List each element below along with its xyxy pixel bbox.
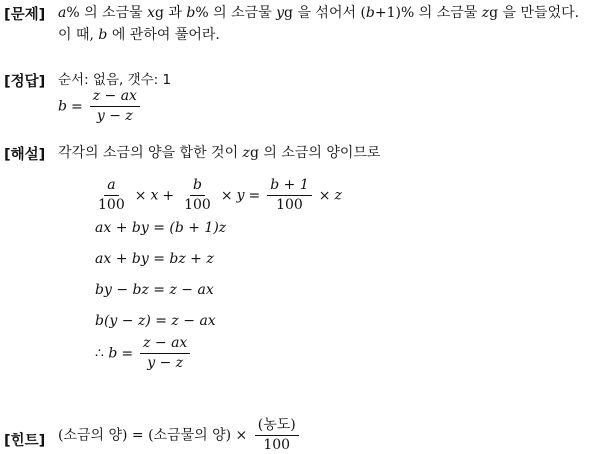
equation-4: by − bz = z − ax — [95, 282, 214, 298]
var-b: b — [58, 98, 67, 115]
var-b: b — [108, 345, 118, 362]
problem-text: g 을 섞어서 ( — [284, 5, 366, 21]
var-x: x — [147, 5, 156, 21]
equation-2: ax + by = (b + 1)z — [95, 220, 227, 236]
answer-order-count: 순서: 없음, 갯수: 1 — [58, 72, 172, 88]
var-a: a — [58, 5, 67, 21]
solution-text: 각각의 소금의 양을 합한 것이 — [58, 145, 243, 161]
equation-6 — [95, 335, 193, 372]
equals-sign: = — [248, 187, 261, 204]
problem-text: g 을 만들었다. — [489, 5, 580, 21]
problem-text: % 의 소금물 — [66, 5, 148, 21]
var-z: z — [481, 5, 490, 21]
problem-text: +1)% 의 소금물 — [374, 5, 482, 21]
equation-1 — [92, 177, 342, 214]
fraction-numerator: z − ax — [90, 88, 140, 107]
equation-5: b(y − z) = z − ax — [95, 313, 216, 329]
answer-fraction — [90, 88, 140, 125]
var-z: z — [334, 187, 342, 204]
var-z: z — [242, 145, 250, 161]
solution-intro — [58, 143, 380, 163]
var-b: b — [186, 5, 196, 21]
fraction-denominator: y − z — [96, 108, 133, 124]
var-y: y — [276, 5, 285, 21]
hint-formula — [58, 417, 302, 454]
equals-sign: = — [70, 98, 83, 115]
var-x: x — [150, 187, 159, 204]
fraction-b-100 — [181, 177, 214, 214]
fraction-denominator: 100 — [98, 197, 125, 213]
times-sign: × — [220, 187, 233, 204]
problem-label: [문제] — [4, 7, 46, 23]
problem-text: 이 때, — [58, 27, 99, 43]
problem-line-1 — [58, 3, 579, 23]
fraction-b1-100 — [267, 177, 312, 214]
problem-line-2 — [58, 25, 220, 45]
fraction-denominator: 100 — [184, 197, 211, 213]
solution-label: [해설] — [4, 147, 46, 163]
fraction-numerator: z − ax — [140, 335, 190, 354]
hint-label: [힌트] — [4, 433, 46, 449]
fraction-denominator: y − z — [147, 355, 184, 371]
plus-sign: + — [162, 187, 175, 204]
therefore-sign: ∴ — [95, 345, 109, 362]
times-sign: × — [318, 187, 331, 204]
fraction-numerator: b — [190, 177, 205, 196]
answer-formula — [58, 88, 143, 125]
fraction-denominator: 100 — [263, 437, 291, 453]
equation-3: ax + by = bz + z — [95, 251, 214, 267]
result-fraction — [140, 335, 190, 372]
problem-text: g 과 — [155, 5, 187, 21]
var-b: b — [98, 27, 108, 43]
hint-text: (소금의 양) = (소금물의 양) × — [58, 427, 252, 444]
fraction-numerator: b + 1 — [267, 177, 312, 196]
fraction-denominator: 100 — [276, 197, 303, 213]
solution-text: g 의 소금의 양이므로 — [249, 145, 381, 161]
hint-fraction — [255, 417, 299, 454]
problem-text: % 의 소금물 — [195, 5, 277, 21]
problem-text: 에 관하여 풀어라. — [107, 27, 220, 43]
fraction-numerator: (농도) — [255, 417, 299, 436]
answer-label: [정답] — [4, 74, 46, 90]
fraction-a-100 — [95, 177, 128, 214]
var-y: y — [236, 187, 245, 204]
var-b: b — [365, 5, 375, 21]
times-sign: × — [134, 187, 147, 204]
fraction-numerator: a — [104, 177, 118, 196]
equals-sign: = — [121, 345, 134, 362]
